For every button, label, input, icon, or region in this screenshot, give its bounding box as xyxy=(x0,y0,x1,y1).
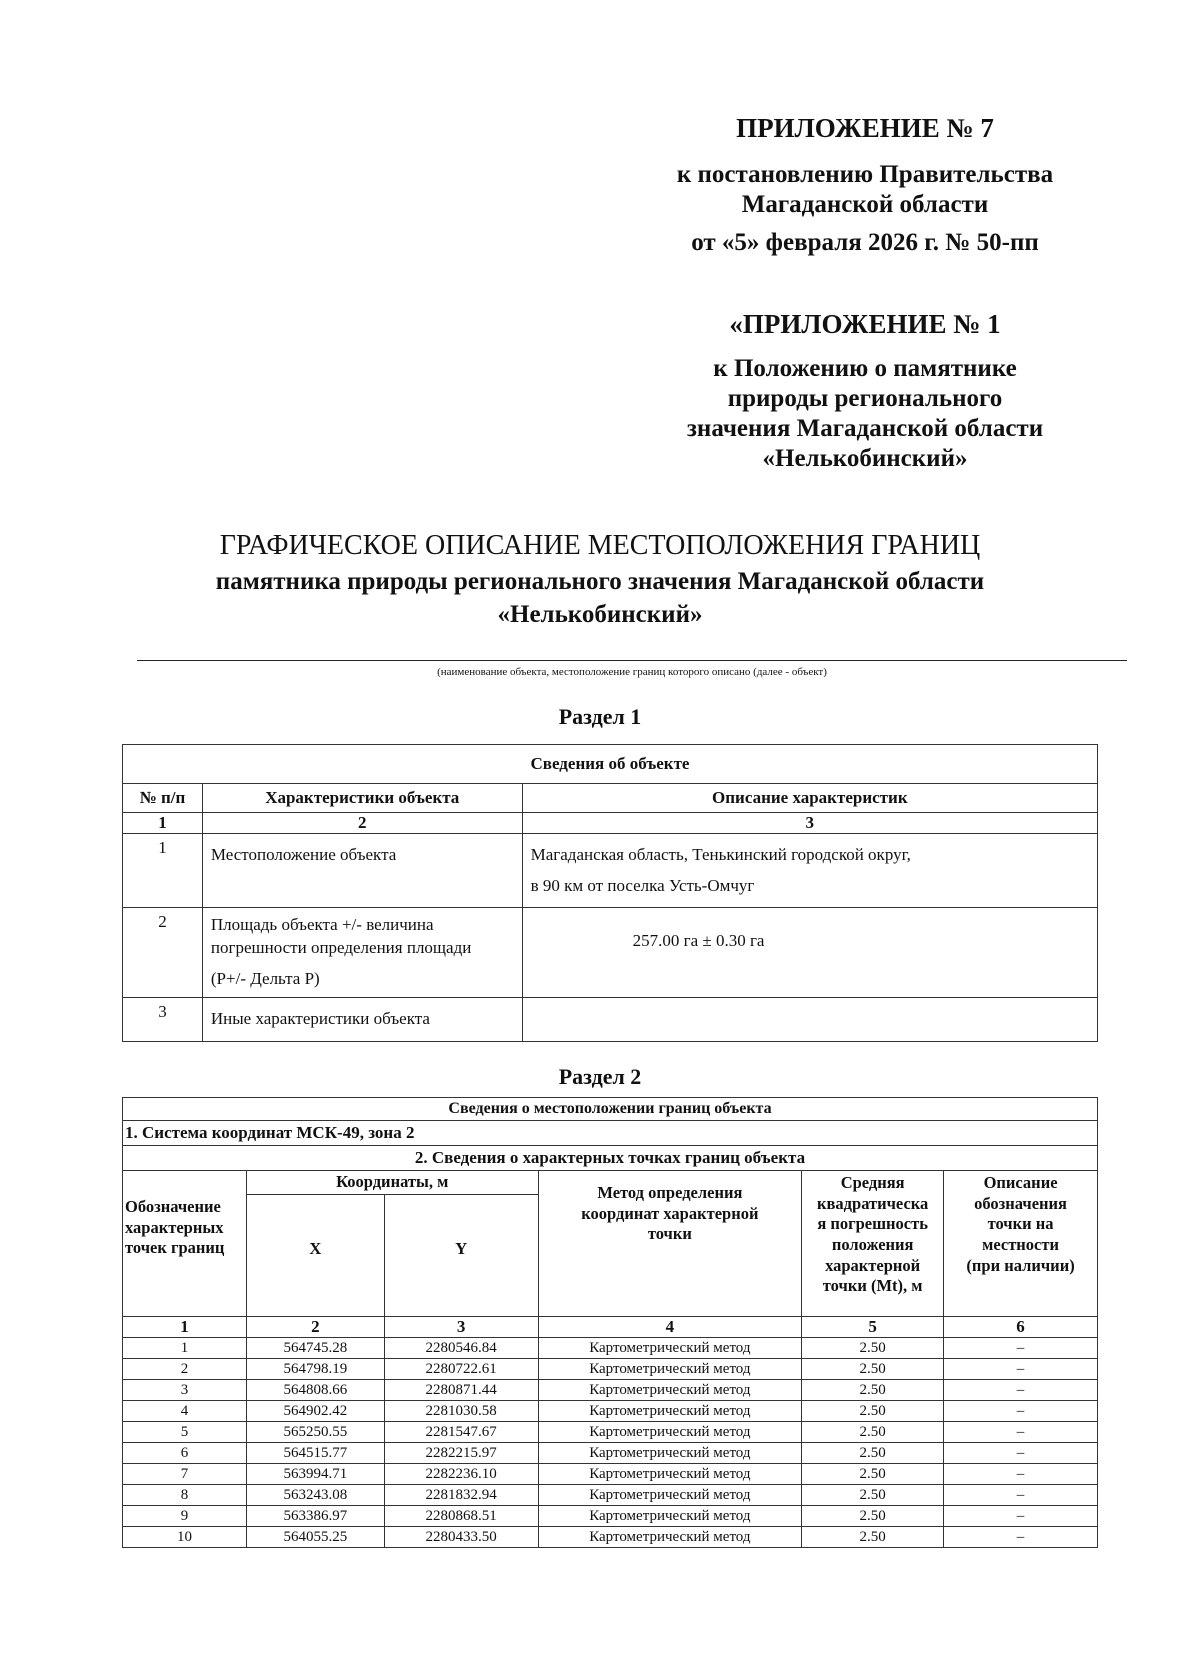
description xyxy=(522,834,1097,908)
table-row xyxy=(123,1464,1098,1485)
title-caption: (наименование объекта, местоположение границ которого описано (далее - объект) xyxy=(437,666,827,678)
header-line: квадратическа xyxy=(817,1193,929,1213)
point-method: Картометрический метод xyxy=(538,1527,802,1548)
point-method: Картометрический метод xyxy=(538,1338,802,1359)
point-method: Картометрический метод xyxy=(538,1359,802,1380)
y-header: Y xyxy=(384,1195,538,1317)
point-error: 2.50 xyxy=(802,1443,944,1464)
point-error: 2.50 xyxy=(802,1380,944,1401)
point-error: 2.50 xyxy=(802,1485,944,1506)
decree-reference xyxy=(640,160,1090,220)
point-id: 10 xyxy=(123,1527,247,1548)
col-index: 2 xyxy=(246,1317,384,1338)
point-y: 2280433.50 xyxy=(384,1527,538,1548)
point-x: 564055.25 xyxy=(246,1527,384,1548)
regulation-line-1: к Положению о памятнике xyxy=(713,355,1017,382)
points-body xyxy=(123,1338,1098,1548)
point-y: 2280546.84 xyxy=(384,1338,538,1359)
table-row xyxy=(123,1359,1098,1380)
col-index: 1 xyxy=(123,1317,247,1338)
coordinates-header: Координаты, м xyxy=(246,1171,538,1195)
point-method: Картометрический метод xyxy=(538,1464,802,1485)
point-x: 564515.77 xyxy=(246,1443,384,1464)
point-id: 5 xyxy=(123,1422,247,1443)
table-row xyxy=(123,908,1098,998)
table-row xyxy=(123,1401,1098,1422)
point-method: Картометрический метод xyxy=(538,1506,802,1527)
point-y: 2280871.44 xyxy=(384,1380,538,1401)
row-number: 1 xyxy=(123,834,203,908)
appendix-1-title xyxy=(640,308,1090,340)
header-line: точки на xyxy=(987,1214,1054,1234)
table-row xyxy=(123,1506,1098,1527)
area-value: 257.00 га ± 0.30 га xyxy=(522,908,1097,998)
point-description: – xyxy=(944,1485,1098,1506)
row-number: 2 xyxy=(123,908,203,998)
point-description: – xyxy=(944,1464,1098,1485)
table-row xyxy=(123,1338,1098,1359)
point-description: – xyxy=(944,1527,1098,1548)
x-header: X xyxy=(246,1195,384,1317)
point-x: 563243.08 xyxy=(246,1485,384,1506)
point-error: 2.50 xyxy=(802,1422,944,1443)
point-id: 1 xyxy=(123,1338,247,1359)
point-x: 564798.19 xyxy=(246,1359,384,1380)
col-index: 6 xyxy=(944,1317,1098,1338)
header-line: точек границ xyxy=(125,1238,225,1258)
point-error: 2.50 xyxy=(802,1338,944,1359)
title-underline xyxy=(137,660,1127,661)
header-line: Средняя xyxy=(840,1173,905,1192)
section-1-title: Раздел 1 xyxy=(558,704,642,729)
point-description: – xyxy=(944,1443,1098,1464)
description-line: в 90 км от поселка Усть-Омчуг xyxy=(530,875,755,895)
point-x: 564902.42 xyxy=(246,1401,384,1422)
point-y: 2281832.94 xyxy=(384,1485,538,1506)
object-info-header: Сведения об объекте xyxy=(123,745,1098,784)
document-title: ГРАФИЧЕСКОЕ ОПИСАНИЕ МЕСТОПОЛОЖЕНИЯ ГРАНИЦ xyxy=(219,530,981,561)
point-method: Картометрический метод xyxy=(538,1422,802,1443)
point-description: – xyxy=(944,1506,1098,1527)
header-line: Метод определения xyxy=(597,1183,743,1202)
point-x: 564745.28 xyxy=(246,1338,384,1359)
appendix-7-text: ПРИЛОЖЕНИЕ № 7 xyxy=(736,113,994,143)
point-x: 563994.71 xyxy=(246,1464,384,1485)
method-header xyxy=(538,1171,802,1317)
header-line: положения xyxy=(831,1234,914,1254)
characteristic xyxy=(202,908,522,998)
table-row xyxy=(123,834,1098,908)
point-error: 2.50 xyxy=(802,1401,944,1422)
point-error: 2.50 xyxy=(802,1527,944,1548)
col-description-header: Описание характеристик xyxy=(522,784,1097,813)
header-line: характерной xyxy=(825,1255,921,1275)
point-method: Картометрический метод xyxy=(538,1485,802,1506)
subtitle-line-1: памятника природы регионального значения Магаданской области xyxy=(215,568,985,595)
characteristic-line: погрешности определения площади xyxy=(210,938,472,958)
point-y: 2282215.97 xyxy=(384,1443,538,1464)
point-id: 2 xyxy=(123,1359,247,1380)
col-index: 3 xyxy=(384,1317,538,1338)
document-subtitle xyxy=(100,566,1100,631)
header-line: я погрешность xyxy=(817,1214,928,1234)
point-error: 2.50 xyxy=(802,1359,944,1380)
section-2-title: Раздел 2 xyxy=(558,1064,642,1089)
regulation-line-4: «Нелькобинский» xyxy=(762,445,968,472)
table-row xyxy=(123,1485,1098,1506)
decree-line-1: к постановлению Правительства xyxy=(676,161,1054,188)
point-y: 2281547.67 xyxy=(384,1422,538,1443)
decree-date-text: от «5» февраля 2026 г. № 50-пп xyxy=(691,229,1039,256)
point-id: 3 xyxy=(123,1380,247,1401)
point-method: Картометрический метод xyxy=(538,1401,802,1422)
subtitle-line-2: «Нелькобинский» xyxy=(497,600,703,628)
characteristic-line: Площадь объекта +/- величина xyxy=(210,915,434,935)
col-index: 5 xyxy=(802,1317,944,1338)
header-line: обозначения xyxy=(974,1193,1067,1213)
point-method: Картометрический метод xyxy=(538,1443,802,1464)
point-description: – xyxy=(944,1422,1098,1443)
point-x: 563386.97 xyxy=(246,1506,384,1527)
location-header: Сведения о местоположении границ объекта xyxy=(123,1098,1098,1121)
appendix-7-title xyxy=(640,112,1090,144)
table-row xyxy=(123,1527,1098,1548)
point-x: 564808.66 xyxy=(246,1380,384,1401)
col-index: 1 xyxy=(123,813,203,834)
header-line: Описание xyxy=(983,1173,1058,1192)
description-line: Магаданская область, Тенькинский городской округ, xyxy=(530,845,911,864)
col-characteristic-header: Характеристики объекта xyxy=(202,784,522,813)
table-row xyxy=(123,998,1098,1042)
error-header xyxy=(802,1171,944,1317)
col-number-header: № п/п xyxy=(123,784,203,813)
point-y: 2280722.61 xyxy=(384,1359,538,1380)
point-id: 6 xyxy=(123,1443,247,1464)
header-line: характерных xyxy=(125,1217,224,1237)
characteristic: Иные характеристики объекта xyxy=(202,998,522,1042)
decree-date xyxy=(640,228,1090,258)
point-id: 8 xyxy=(123,1485,247,1506)
object-info-table xyxy=(122,744,1098,1042)
col-index: 2 xyxy=(202,813,522,834)
header-line: точки xyxy=(647,1224,692,1244)
point-id: 7 xyxy=(123,1464,247,1485)
header-line: местности xyxy=(982,1234,1059,1254)
point-description: – xyxy=(944,1338,1098,1359)
point-id: 9 xyxy=(123,1506,247,1527)
header-line: Обозначение xyxy=(125,1197,221,1216)
decree-line-2: Магаданской области xyxy=(741,191,989,218)
table-row xyxy=(123,1422,1098,1443)
regulation-line-2: природы регионального xyxy=(727,385,1003,412)
point-description: – xyxy=(944,1359,1098,1380)
col-index: 3 xyxy=(522,813,1097,834)
characteristic-line: (P+/- Дельта P) xyxy=(210,969,320,989)
boundary-points-table xyxy=(122,1097,1098,1548)
designation-header xyxy=(123,1171,247,1317)
col-index: 4 xyxy=(538,1317,802,1338)
point-description: – xyxy=(944,1401,1098,1422)
header-line: (при наличии) xyxy=(966,1255,1075,1275)
table-row xyxy=(123,1380,1098,1401)
point-y: 2282236.10 xyxy=(384,1464,538,1485)
point-description-header xyxy=(944,1171,1098,1317)
point-description: – xyxy=(944,1380,1098,1401)
characteristic: Местоположение объекта xyxy=(202,834,522,908)
header-line: координат характерной xyxy=(581,1203,759,1223)
point-x: 565250.55 xyxy=(246,1422,384,1443)
regulation-line-3: значения Магаданской области xyxy=(686,415,1044,442)
point-y: 2281030.58 xyxy=(384,1401,538,1422)
regulation-reference xyxy=(640,354,1090,474)
points-header: 2. Сведения о характерных точках границ объекта xyxy=(123,1146,1098,1171)
coordinate-system: 1. Система координат МСК-49, зона 2 xyxy=(123,1121,1098,1146)
description xyxy=(522,998,1097,1042)
appendix-1-text: «ПРИЛОЖЕНИЕ № 1 xyxy=(729,309,1001,339)
point-method: Картометрический метод xyxy=(538,1380,802,1401)
table-row xyxy=(123,1443,1098,1464)
point-error: 2.50 xyxy=(802,1506,944,1527)
row-number: 3 xyxy=(123,998,203,1042)
point-y: 2280868.51 xyxy=(384,1506,538,1527)
header-line: точки (Mt), м xyxy=(822,1276,923,1296)
point-error: 2.50 xyxy=(802,1464,944,1485)
point-id: 4 xyxy=(123,1401,247,1422)
